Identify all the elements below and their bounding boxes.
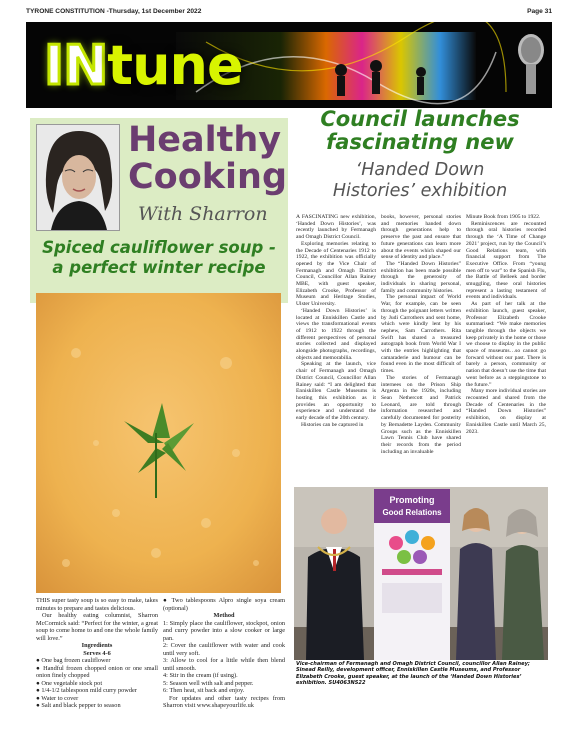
bullet-icon: ● — [163, 597, 172, 604]
article-paragraph: Histories can be captured in — [301, 421, 364, 428]
method-step: 6: Then heat, sit back and enjoy. — [163, 687, 245, 694]
article-headline — [300, 108, 540, 154]
exhibition-launch-photo — [294, 487, 548, 660]
logo-tune: tune — [107, 34, 243, 97]
ingredient-item: ● Water to cover — [36, 694, 79, 702]
ingredient-item: ● Salt and black pepper to season — [36, 702, 121, 709]
healthy-heading: Healthy — [128, 120, 282, 160]
article-subheadline — [300, 160, 540, 202]
article-paragraph: The personal impact of World War, for example, can be seen through the poignant letters written by Judi Carrothers and sent home, which were kindly lent by his nephew, Sam Carrothers. Rita Swift has shared a treasured autograph book from World War I with the entries highlighting that camaraderie and humour can be found even in the most difficult of times. — [381, 294, 461, 375]
header-publication-date: TYRONE CONSTITUTION -Thursday, 1st December 2022 — [26, 8, 202, 15]
ingredient-item: ● One bag frozen cauliflower — [36, 657, 111, 664]
bullet-icon: ● — [36, 657, 42, 664]
recipe-text-column-2 — [163, 597, 285, 710]
columnist-photo — [36, 124, 120, 231]
article-paragraph: books, however, personal stories and memories handed down through generations help to preserve the past and ensure that future generations can learn more about the events which shaped our sense of identity and place.” — [381, 214, 461, 261]
article-paragraph: Many more individual stories are recounted and shared from the Decade of Centenaries in the “Handed Down Histories” exhibition, on display at Enniskillen Castle until March 25, 2023. — [466, 388, 546, 435]
method-step: 4: Stir in the cream (if using). — [163, 672, 238, 679]
headline-line2: fascinating new — [326, 130, 514, 154]
method-step: 5: Season well with salt and pepper. — [163, 679, 254, 687]
headline-line3: ‘Handed Down — [355, 160, 485, 180]
method-step: 1: Simply place the cauliflower, stockpot, onion and curry powder into a slow cooker or large pan. — [163, 619, 285, 642]
bullet-icon: ● — [36, 694, 42, 702]
intune-logo — [44, 36, 243, 96]
recipe-title-line2: a perfect winter recipe — [52, 258, 266, 277]
recipe-title — [30, 238, 288, 278]
serves-count: Serves 4-6 — [83, 649, 111, 657]
page-number: Page 31 — [527, 8, 552, 15]
recipe-intro-1: THIS super tasty soup is so easy to make, takes minutes to prepare and tastes delicious. — [36, 597, 158, 612]
article-paragraph: A FASCINATING new exhibition, ‘Handed Down Histories’, was recently launched by Fermanagh and Omagh District Council. — [296, 214, 376, 241]
headline-line1: Council launches — [320, 107, 520, 131]
article-paragraph: Exploring memories relating to the Decade of Centenaries 1912 to 1922, the exhibition was officially opened by the Vice Chair of Fermanagh and Omagh District Council, Councillor Allan Rainey MBE, with guest speaker, Elizabeth Crooke, Professor of Museum and Heritage Studies, Ulster University. — [296, 240, 376, 308]
ingredient-item: ● Handful frozen chopped onion or one small onion finely chopped — [36, 664, 158, 679]
article-column-2 — [381, 214, 461, 455]
method-step: For updates and other tasty recipes from Sharron visit www.shapeyourlife.uk — [163, 694, 285, 709]
article-column-1 — [296, 214, 376, 429]
ingredients-heading: Ingredients — [81, 642, 113, 649]
recipe-text-column-1 — [36, 597, 158, 710]
cooking-heading: Cooking — [128, 157, 288, 197]
method-step: 3: Allow to cool for a little while then blend until smooth. — [163, 657, 285, 672]
columnist-byline: With Sharron — [138, 203, 268, 225]
article-paragraph: ‘Handed Down Histories’ is located at Enniskillen Castle and views the transformational events of 1912 to 1922 through the different perspectives of personal stories collected and displayed alongside photographs, recordings, objects and memorabilia. — [296, 307, 376, 361]
headline-line4: Histories’ exhibition — [332, 181, 508, 201]
article-paragraph: The “Handed Down Histories” exhibition has been made possible through the generosity of individuals in sharing personal, family and community histories. — [381, 260, 461, 294]
bullet-icon: ● — [36, 664, 44, 672]
ingredient-item: ● One vegetable stock pot — [36, 679, 103, 687]
bullet-icon: ● — [36, 702, 42, 709]
bullet-icon: ● — [36, 679, 42, 687]
recipe-intro-2: Our healthy eating columnist, Sharron McCormick said: “Perfect for the winter, a great soup to come home to and one the whole family will love.” — [36, 612, 158, 642]
article-paragraph: As part of her talk at the exhibition launch, guest speaker, Professor Elizabeth Crooke summarised: “We make memories tangible through the objects we keep privately in the home or those we choose to display in the public space of museums…so cannot go forward without our past. There is barely a person, community or nation that doesn’t use the time that went before as a steppingstone to the future.” — [466, 301, 546, 388]
ingredient-item: ● Two tablespoons Alpro single soya cream (optional) — [163, 597, 286, 612]
article-paragraph: Reminiscences are recounted through oral histories recorded through the ‘A Time of Change 2021’ project, run by the Council’s Good Relations team, with financial support from The Executive Office. From “young men off to war” to the Spanish Flu, the Battle of Belleek and border smuggling, these oral histories represent a lasting testament of events and individuals. — [466, 220, 546, 301]
article-column-3 — [466, 214, 546, 435]
bullet-icon: ● — [36, 687, 42, 694]
article-paragraph: Speaking at the launch, vice chair of Fermanagh and Omagh District Council, Councillor Allan Rainey said: “I am delighted that Enniskillen Castle Museums is hosting this exhibition as it provides an opportunity to experience and understand the early decade of the 20th century. — [296, 361, 376, 422]
logo-in: IN — [44, 34, 108, 97]
article-paragraph: Minute Book from 1905 to 1922. — [466, 214, 541, 220]
banner-text-promoting: Promoting — [389, 495, 435, 505]
ingredient-item: ● 1/4-1/2 tablespoon mild curry powder — [36, 687, 137, 694]
page-header — [26, 8, 552, 20]
photo-caption: Vice-chairman of Fermanagh and Omagh District Council, councillor Allan Rainey; Sinead Reilly, development officer, Enniskillen Castle Museums, and Professor Elizabeth Crooke, guest speaker, at the launch of the ‘Handed Down Histories’ exhibition. SU4063NS22 — [296, 661, 530, 687]
article-paragraph: The stories of Fermanagh internees on the Prison Ship Argenta in the 1920s, including Sean Nethercott and Patrick Leonard, are told through information researched and carefully documented for posterity by Bernadette Layden. Community Groups such as the Enniskillen Lawn Tennis Club have shared their records from the period including an invaluable — [381, 374, 461, 455]
method-heading: Method — [213, 612, 235, 619]
soup-photo — [36, 293, 281, 593]
banner-text-good-relations: Good Relations — [382, 508, 442, 517]
recipe-title-line1: Spiced cauliflower soup - — [42, 238, 276, 257]
method-step: 2: Cover the cauliflower with water and cook until very soft. — [163, 642, 285, 657]
intune-banner — [26, 22, 552, 108]
